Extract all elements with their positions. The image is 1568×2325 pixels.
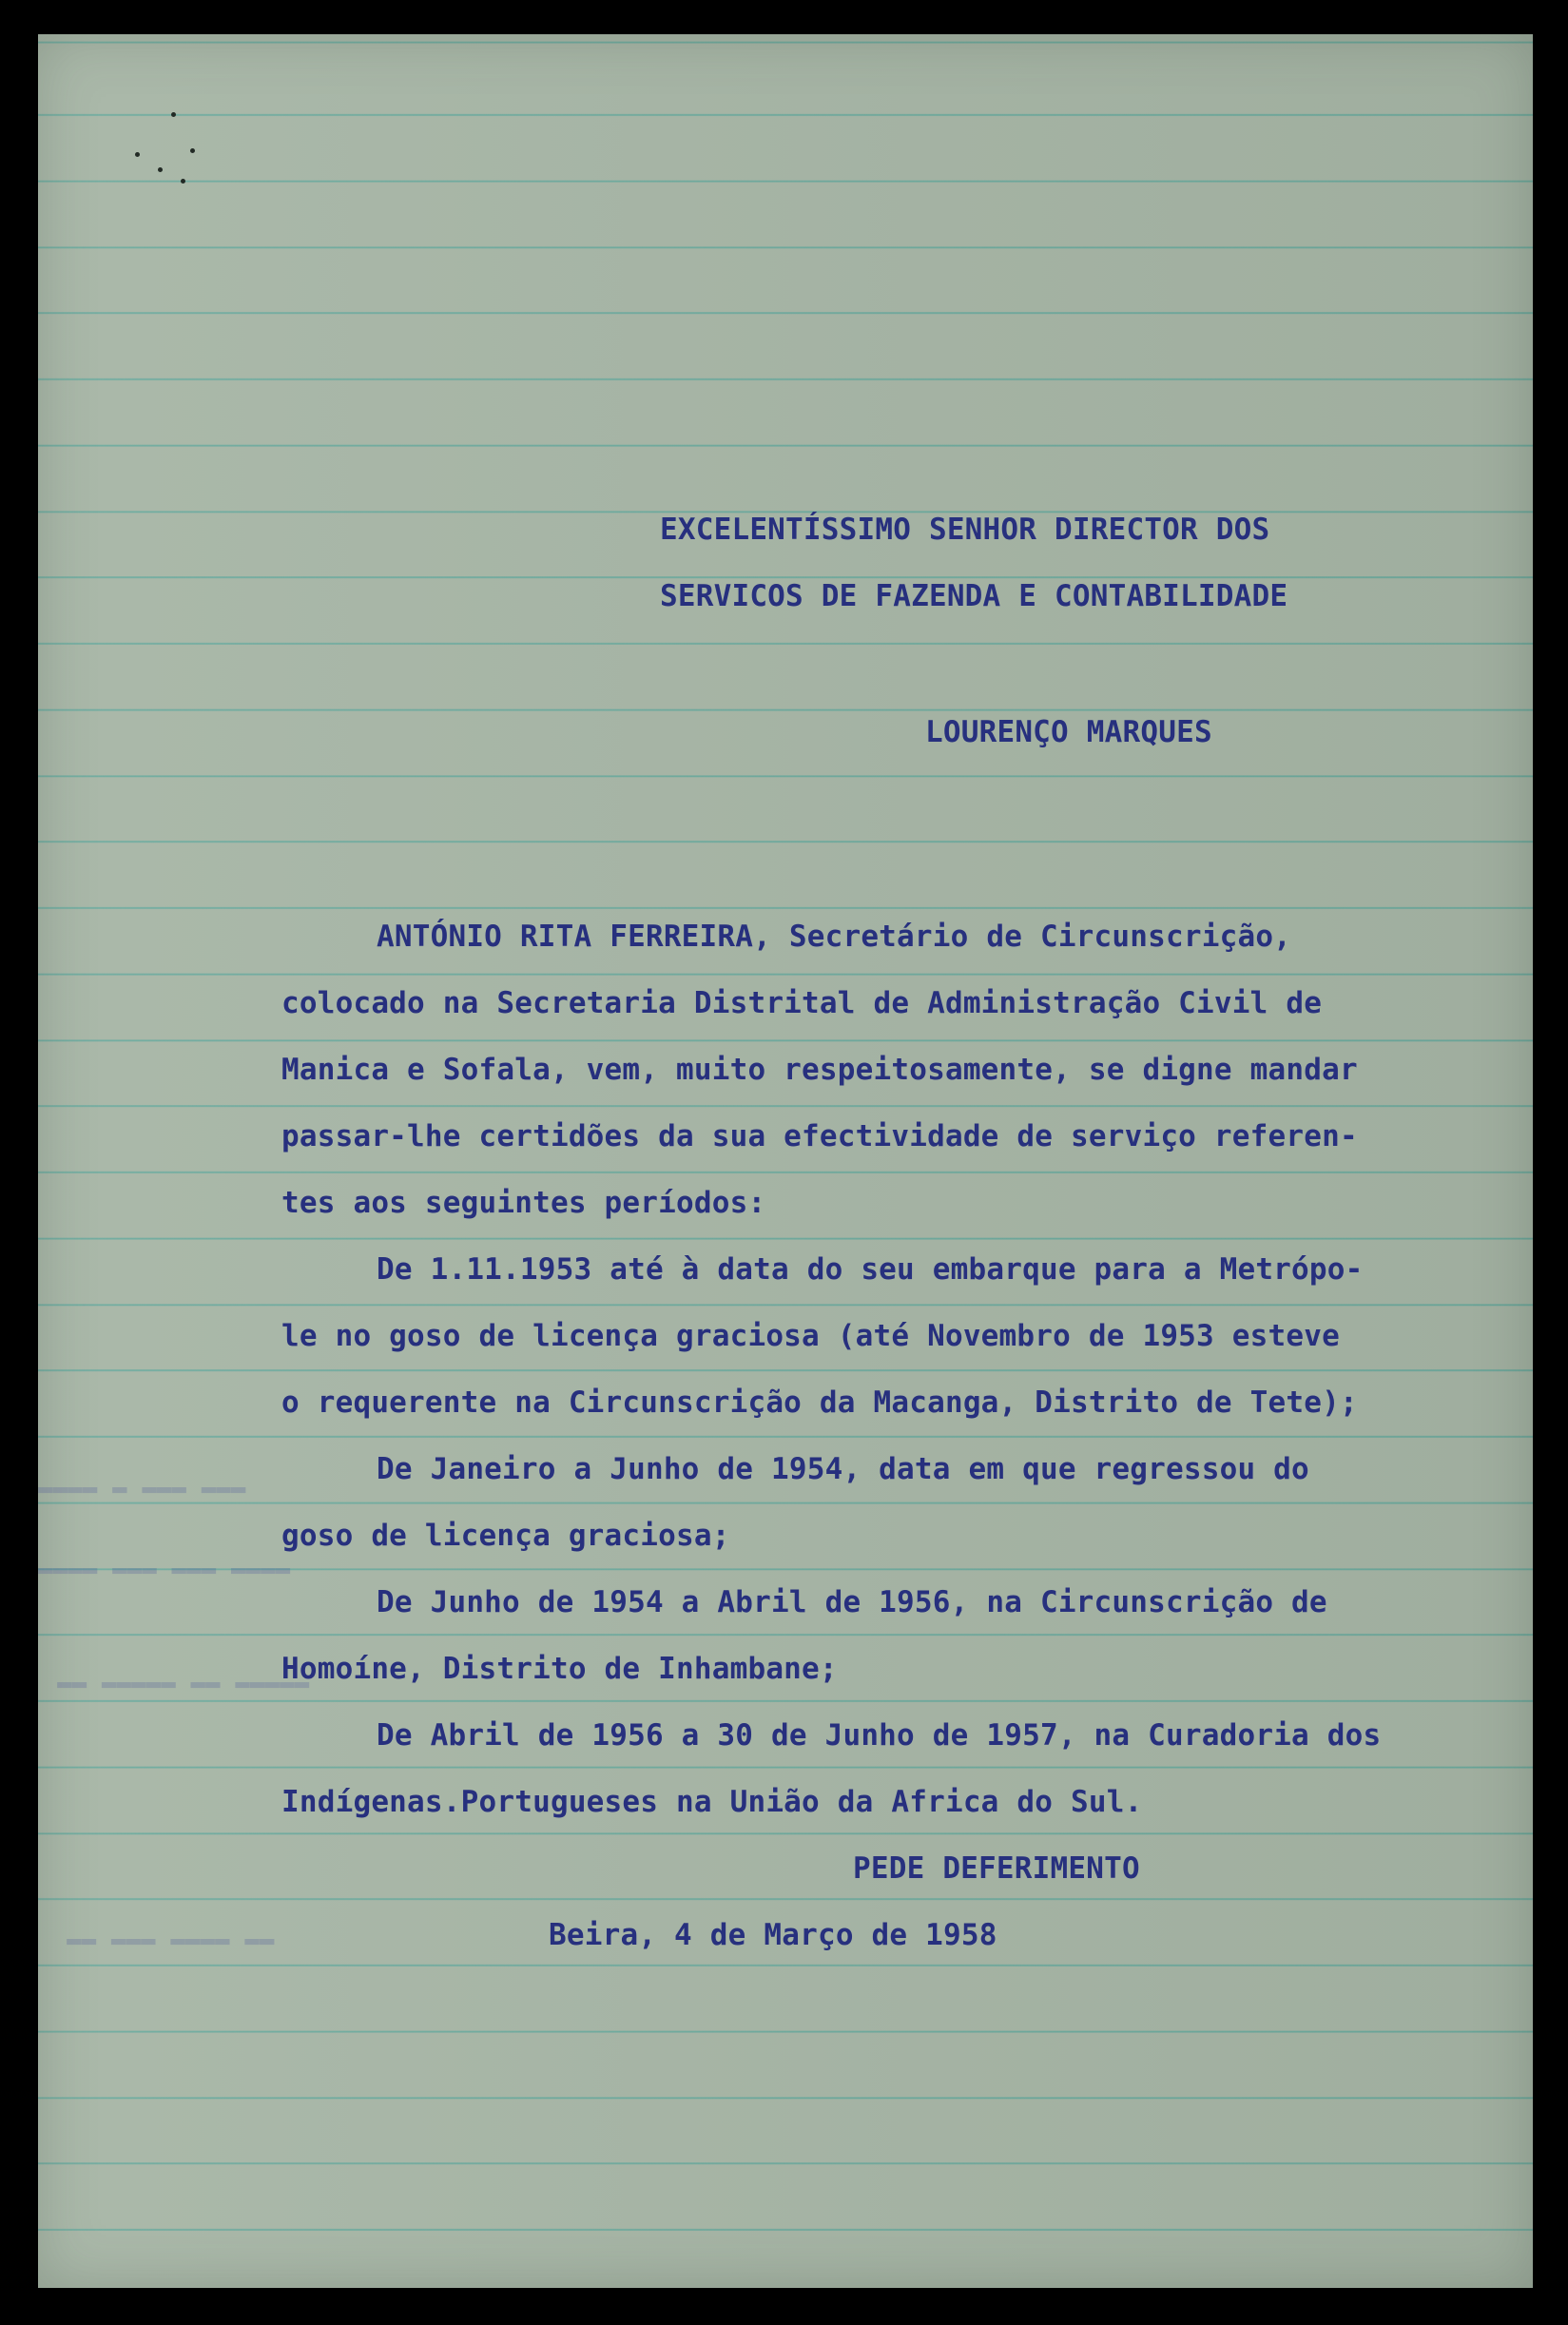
punch-mark bbox=[181, 179, 185, 184]
body-line: De Abril de 1956 a 30 de Junho de 1957, na Curadoria dos bbox=[377, 1718, 1382, 1753]
body-line: colocado na Secretaria Distrital de Administração Civil de bbox=[281, 986, 1323, 1020]
bleed-through-mark: ▬▬▬▬▬ ▬▬ ▬▬▬▬▬ ▬▬ bbox=[57, 1668, 310, 1696]
bleed-through-mark: ▬▬▬ ▬▬▬ ▬ ▬▬▬▬ bbox=[38, 1473, 246, 1502]
addressee-city: LOURENÇO MARQUES bbox=[925, 715, 1212, 749]
body-line: goso de licença graciosa; bbox=[281, 1519, 730, 1553]
bleed-through-mark: ▬▬ ▬▬▬▬ ▬▬▬ ▬▬ bbox=[67, 1925, 275, 1953]
punch-mark bbox=[135, 152, 140, 157]
body-line: Manica e Sofala, vem, muito respeitosamente, se digne mandar bbox=[281, 1053, 1358, 1087]
body-line: Indígenas.Portugueses na União da Africa do Sul. bbox=[281, 1785, 1143, 1819]
body-line: De Janeiro a Junho de 1954, data em que regressou do bbox=[377, 1452, 1309, 1486]
punch-mark bbox=[171, 112, 176, 117]
addressee-line-2: SERVICOS DE FAZENDA E CONTABILIDADE bbox=[660, 579, 1288, 613]
document-page bbox=[38, 34, 1533, 2288]
punch-mark bbox=[190, 148, 195, 153]
body-line: le no goso de licença graciosa (até Novembro de 1953 esteve bbox=[281, 1319, 1340, 1353]
place-and-date: Beira, 4 de Março de 1958 bbox=[549, 1918, 997, 1952]
bleed-through-mark: ▬▬▬▬ ▬▬▬ ▬▬▬ ▬▬▬▬ bbox=[38, 1554, 291, 1582]
body-line: Homoíne, Distrito de Inhambane; bbox=[281, 1652, 838, 1686]
body-line: passar-lhe certidões da sua efectividade de serviço referen- bbox=[281, 1119, 1358, 1153]
body-line: De 1.11.1953 até à data do seu embarque para a Metrópo- bbox=[377, 1252, 1364, 1287]
body-line: ANTÓNIO RITA FERREIRA, Secretário de Circunscrição, bbox=[377, 920, 1292, 954]
body-line: tes aos seguintes períodos: bbox=[281, 1186, 766, 1220]
addressee-line-1: EXCELENTÍSSIMO SENHOR DIRECTOR DOS bbox=[660, 513, 1270, 547]
punch-mark bbox=[158, 167, 163, 172]
body-line: o requerente na Circunscrição da Macanga, Distrito de Tete); bbox=[281, 1385, 1358, 1420]
request-closing: PEDE DEFERIMENTO bbox=[853, 1851, 1140, 1886]
body-line: De Junho de 1954 a Abril de 1956, na Circunscrição de bbox=[377, 1585, 1327, 1619]
